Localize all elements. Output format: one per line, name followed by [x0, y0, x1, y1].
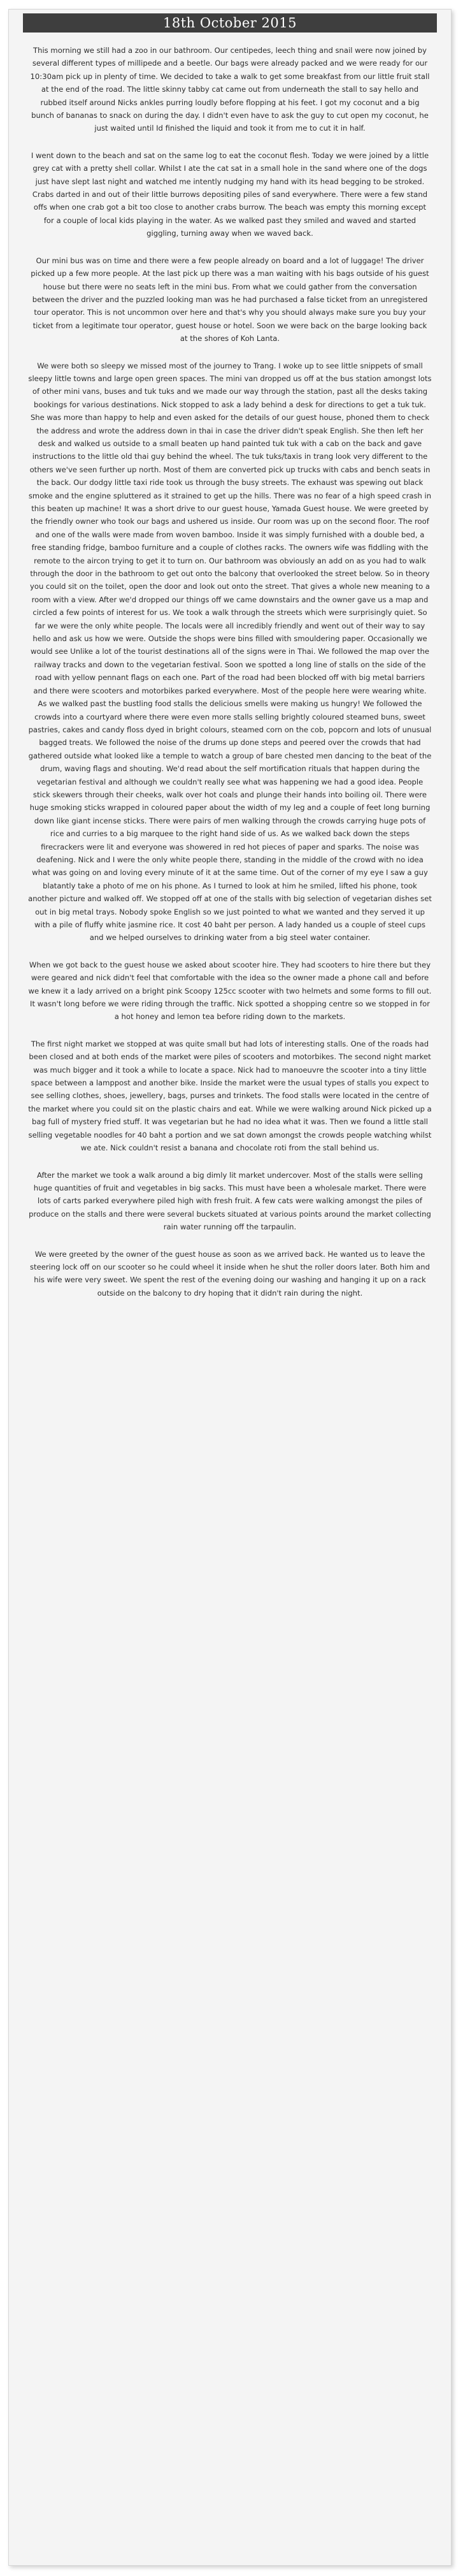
- paragraph-scooter: When we got back to the guest house we asked about scooter hire. They had scooters to hire there but they were geared and nick didn't feel that comfortable with the idea so the owner made a phone call and before we knew it a lady arrived on a bright pink Scoopy 125cc scooter with two helmets and some forms to fill out. It wasn't long before we were riding through the traffic. Nick spotted a shopping centre so we stopped in for a hot honey and lemon tea before riding down to the markets.: [28, 960, 432, 1022]
- paragraph-minibus: Our mini bus was on time and there were a few people already on board and a lot of luggage! The driver picked up a few more people. At the last pick up there was a man waiting with his bags outside of his guest house but there were no seats left in the mini bus. From what we could gather from the conversation between the driver and the puzzled looking man was he had purchased a false ticket from an unregistered tour operator. This is not uncommon over here and that's why you should always make sure you buy your ticket from a legitimate tour operator, guest house or hotel. Soon we were back on the barge looking back at the shores of Koh Lanta.: [31, 256, 429, 344]
- paragraph-wholesale-market: After the market we took a walk around a big dimly lit market undercover. Most of the stalls were selling huge quantities of fruit and vegetables in big sacks. This must have been a wholesale market. There were lots of carts parked everywhere piled high with fresh fruit. A few cats were walking amongst the piles of produce on the stalls and there were several buckets situated at various points around the market collecting rain water running off the tarpaulin.: [29, 1170, 431, 1232]
- paragraph-evening: We were greeted by the owner of the guest house as soon as we arrived back. He wanted us to leave the steering lock off on our scooter so he could wheel it inside when he shut the roller doors later. Both him and his wife were very sweet. We spent the rest of the evening doing our washing and hanging it up on a rack outside on the balcony to dry hoping that it didn't rain during the night.: [30, 1249, 430, 1298]
- paragraph-night-market: The first night market we stopped at was quite small but had lots of interesting stalls. One of the roads had been closed and at both ends of the market were piles of scooters and motorbikes. The second night market was much bigger and it took a while to locate a space. Nick had to manoeuvre the scooter into a tiny little space between a lamppost and another bike. Inside the market were the usual types of stalls you expect to see selling clothes, shoes, jewellery, bags, purses and trinkets. The food stalls were located in the centre of the market where you could sit on the plastic chairs and eat. While we were walking around Nick picked up a bag full of mystery fried stuff. It was vegetarian but he had no idea what it was. Then we found a little stall selling vegetable noodles for 40 baht a portion and we sat down amongst the crowds people watching whilst we ate. Nick couldn't resist a banana and chocolate roti from the stall behind us.: [28, 1039, 432, 1153]
- paragraph-beach: I went down to the beach and sat on the same log to eat the coconut flesh. Today we were joined by a little grey cat with a pretty shell collar. Whilst I ate the cat sat in a small hole in the sand where one of the dogs just have slept last night and watched me intently nudging my hand with its head begging to be stroked. Crabs darted in and out of their little burrows depositing piles of sand everywhere. There were a few stand offs when one crab got a bit too close to another crabs burrow. The beach was empty this morning except for a couple of local kids playing in the water. As we walked past they smiled and waved and started giggling, turning away when we waved back.: [31, 150, 429, 238]
- paragraph-trang: We were both so sleepy we missed most of the journey to Trang. I woke up to see little snippets of small sleepy little towns and large open green spaces. The mini van dropped us off at the bus station amongst lots of other mini vans, buses and tuk tuks and we made our way through the station, past all the desks taking bookings for various destinations. Nick stopped to ask a lady behind a desk for directions to get a tuk tuk. She was more than happy to help and even asked for the details of our guest house, phoned them to check the address and wrote the address down in thai in case the driver didn't speak English. She then left her desk and walked us outside to a small beaten up hand painted tuk tuk with a cab on the back and gave instructions to the little old thai guy behind the wheel. The tuk tuks/taxis in trang look very different to the others we've seen further up north. Most of them are converted pick up trucks with cabs and bench seats in the back. Our dodgy little taxi ride took us through the busy streets. The exhaust was spewing out black smoke and the engine spluttered as it strained to get up the hills. There was no fear of a high speed crash in this beaten up machine! It was a short drive to our guest house, Yamada Guest house. We were greeted by the friendly owner who took our bags and ushered us inside. Our room was up on the second floor. The roof and one of the walls were made from woven bamboo. Inside it was simply furnished with a double bed, a free standing fridge, bamboo furniture and a couple of clothes racks. The owners wife was fiddling with the remote to the aircon trying to get it to turn on. Our bathroom was obviously an add on as you had to walk through the door in the bathroom to get out onto the balcony that overlooked the street below. So in theory you could sit on the toilet, open the door and look out onto the street. That gives a whole new meaning to a room with a view. After we'd dropped our things off we came downstairs and the owner gave us a map and circled a few points of interest for us. We took a walk through the streets which were surprisingly quiet. So far we were the only white people. The locals were all incredibly friendly and went out of their way to say hello and ask us how we were. Outside the shops were bins filled with smouldering paper. Occasionally we would see Unlike a lot of the tourist destinations all of the signs were in Thai. We followed the map over the railway tracks and down to the vegetarian festival. Soon we spotted a long line of stalls on the side of the road with yellow pennant flags on each one. Part of the road had been blocked off with big metal barriers and there were scooters and motorbikes parked everywhere. Most of the people here were wearing white. As we walked past the bustling food stalls the delicious smells were making us hungry! We followed the crowds into a courtyard where there were even more stalls selling brightly coloured steamed buns, sweet pastries, cakes and candy floss dyed in bright colours, steamed corn on the cob, popcorn and lots of unusual bagged treats. We followed the noise of the drums up done steps and peered over the crowds that had gathered outside what looked like a temple to watch a group of bare chested men dancing to the beat of the drum, waving flags and shouting. We'd read about the self mortification rituals that happen during the vegetarian festival and although we couldn't really see what was happening we had a good idea. People stick skewers through their cheeks, walk over hot coals and plunge their hands into boiling oil. There were huge smoking sticks wrapped in coloured paper about the width of my leg and a couple of feet long burning down like giant incense sticks. There were pairs of men walking through the crowds carrying huge pots of rice and curries to a big marquee to the right hand side of us. As we walked back down the steps firecrackers were lit and everyone was showered in red hot pieces of paper and sparks. The noise was deafening. Nick and I were the only white people there, standing in the middle of the crowd with no idea what was going on and loving every minute of it at the same time. Out of the corner of my eye I saw a guy blatantly take a photo of me on his phone. As I turned to look at him he smiled, lifted his phone, took another picture and walked off. We stopped off at one of the stalls with big selection of vegetarian dishes set out in big metal trays. Nobody spoke English so we just pointed to what we wanted and they served it up with a pile of fluffy white jasmine rice. It cost 40 baht per person. A lady handed us a couple of steel cups and we helped ourselves to drinking water from a big steel water container.: [28, 361, 432, 943]
- entry-date: 18th October 2015: [163, 15, 297, 31]
- paragraph-breakfast: This morning we still had a zoo in our bathroom. Our centipedes, leech thing and snail were now joined by several different types of millipede and a beetle. Our bags were already packed and we were ready for our 10:30am pick up in plenty of time. We decided to take a walk to get some breakfast from our little fruit stall at the end of the road. The little skinny tabby cat came out from underneath the stall to say hello and rubbed itself around Nicks ankles purring loudly before flopping at his feet. I got my coconut and a big bunch of bananas to snack on during the day. I didn't even have to ask the guy to cut open my coconut, he just waited until Id finished the liquid and took it from me to cut it in half.: [30, 46, 430, 133]
- entry-body: [9, 33, 451, 1299]
- journal-page: [8, 9, 452, 2566]
- date-header: [23, 13, 437, 33]
